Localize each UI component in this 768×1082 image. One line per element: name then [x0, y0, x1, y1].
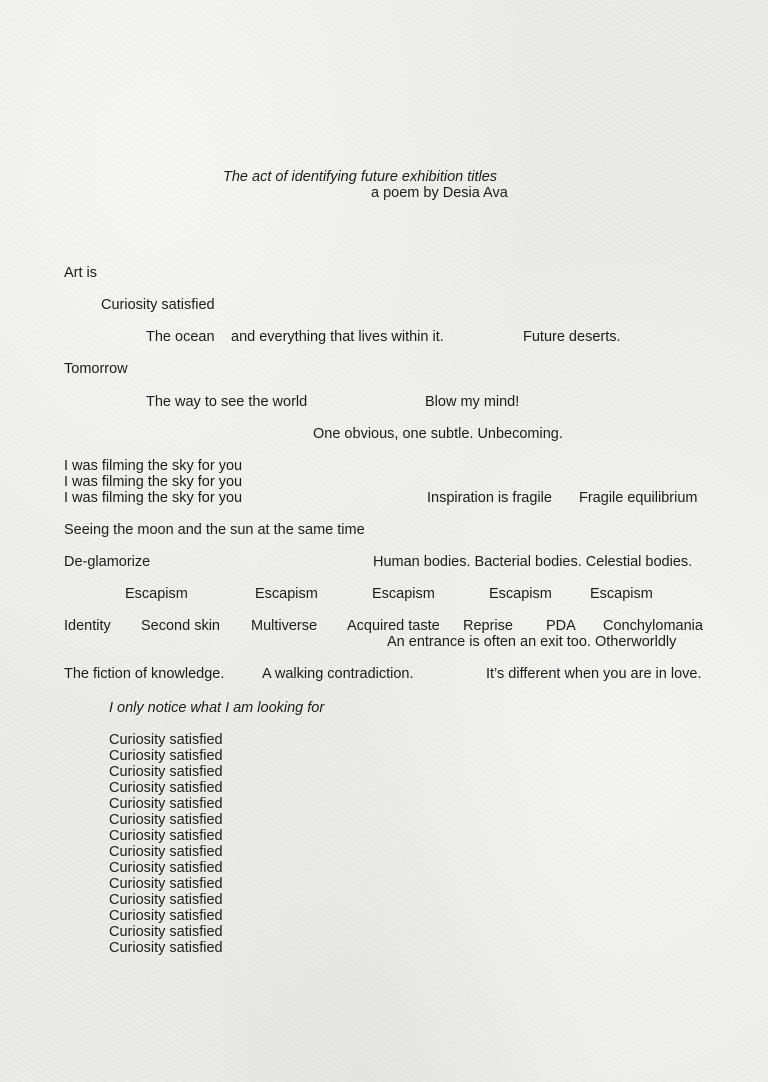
line-entrance-exit: An entrance is often an exit too. Otherworldly: [387, 634, 677, 650]
word-conchylomania: Conchylomania: [603, 618, 703, 634]
line-fragile-equilibrium: Fragile equilibrium: [579, 490, 698, 506]
curiosity-line: Curiosity satisfied: [109, 812, 223, 828]
line-fiction: The fiction of knowledge.: [64, 666, 225, 682]
line-art-is: Art is: [64, 265, 98, 281]
escapism-word: Escapism: [125, 586, 188, 602]
escapism-word: Escapism: [255, 586, 318, 602]
curiosity-line: Curiosity satisfied: [109, 844, 223, 860]
line-tomorrow: Tomorrow: [64, 361, 128, 377]
filming-line: I was filming the sky for you: [64, 474, 243, 490]
line-walking-contradiction: A walking contradiction.: [262, 666, 414, 682]
curiosity-line: Curiosity satisfied: [109, 908, 223, 924]
curiosity-line: Curiosity satisfied: [109, 860, 223, 876]
word-second-skin: Second skin: [141, 618, 220, 634]
word-acquired-taste: Acquired taste: [347, 618, 440, 634]
word-pda: PDA: [546, 618, 576, 634]
curiosity-line: Curiosity satisfied: [109, 892, 223, 908]
poem-byline: a poem by Desia Ava: [371, 185, 508, 201]
filming-line: I was filming the sky for you: [64, 458, 243, 474]
curiosity-line: Curiosity satisfied: [109, 796, 223, 812]
curiosity-line: Curiosity satisfied: [109, 764, 223, 780]
line-obvious-subtle: One obvious, one subtle. Unbecoming.: [313, 426, 563, 442]
filming-lines: [64, 458, 242, 506]
filming-line: I was filming the sky for you: [64, 490, 243, 506]
curiosity-line: Curiosity satisfied: [109, 940, 223, 956]
curiosity-line: Curiosity satisfied: [109, 748, 223, 764]
line-moon-sun: Seeing the moon and the sun at the same time: [64, 522, 365, 538]
escapism-word: Escapism: [489, 586, 552, 602]
curiosity-line: Curiosity satisfied: [109, 876, 223, 892]
word-identity: Identity: [64, 618, 111, 634]
escapism-word: Escapism: [590, 586, 653, 602]
curiosity-line: Curiosity satisfied: [109, 828, 223, 844]
escapism-word: Escapism: [372, 586, 435, 602]
line-deglamorize: De-glamorize: [64, 554, 151, 570]
line-curiosity-satisfied: Curiosity satisfied: [101, 297, 215, 313]
line-inspiration-fragile: Inspiration is fragile: [427, 490, 552, 506]
curiosity-repeat-lines: [109, 732, 223, 956]
line-lives-within: and everything that lives within it.: [231, 329, 444, 345]
curiosity-line: Curiosity satisfied: [109, 924, 223, 940]
line-bodies: Human bodies. Bacterial bodies. Celestial bodies.: [373, 554, 693, 570]
line-way-to-see: The way to see the world: [146, 394, 308, 410]
word-multiverse: Multiverse: [251, 618, 318, 634]
curiosity-line: Curiosity satisfied: [109, 780, 223, 796]
curiosity-line: Curiosity satisfied: [109, 732, 223, 748]
line-future-deserts: Future deserts.: [523, 329, 621, 345]
word-reprise: Reprise: [463, 618, 513, 634]
poem-title: The act of identifying future exhibition titles: [223, 169, 498, 185]
line-blow-my-mind: Blow my mind!: [425, 394, 520, 410]
line-the-ocean: The ocean: [146, 329, 215, 345]
line-notice: I only notice what I am looking for: [109, 700, 325, 716]
line-different-love: It’s different when you are in love.: [486, 666, 702, 682]
